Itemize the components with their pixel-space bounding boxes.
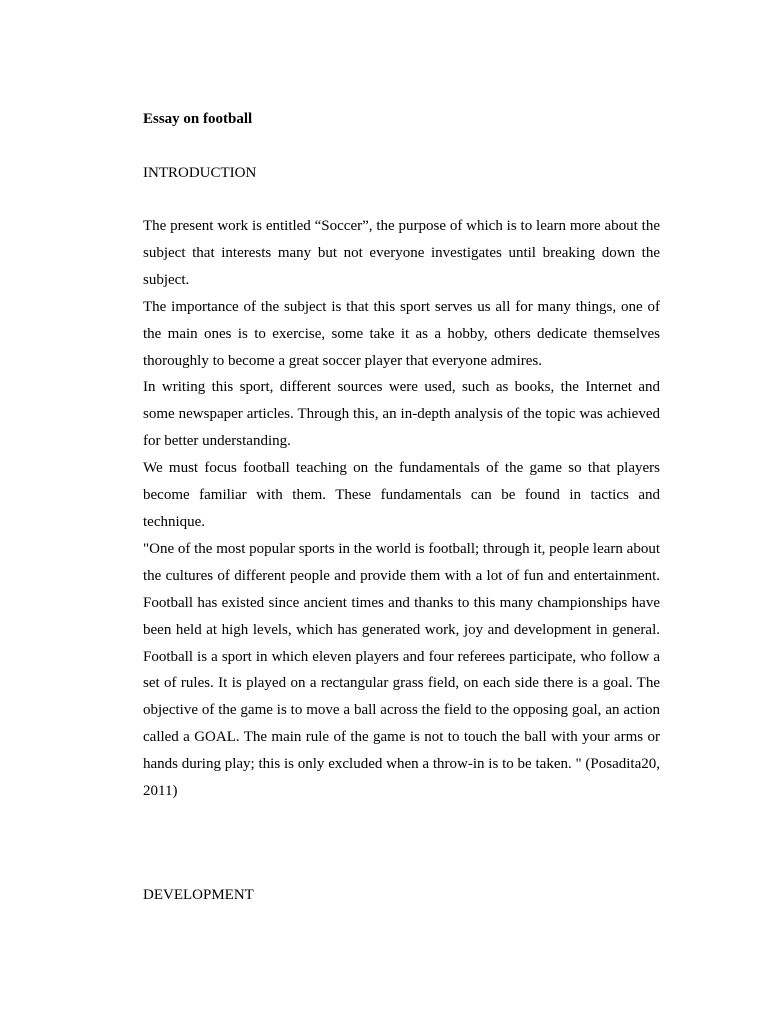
document-title: Essay on football (143, 111, 253, 127)
paragraph: The importance of the subject is that this sport serves us all for many things, one of the main ones is to exercise, some take it as a hobby, others dedicate themselves thoroughly to become a great soccer player that everyone admires. (143, 298, 660, 369)
document-page (143, 0, 660, 1024)
paragraph: We must focus football teaching on the fundamentals of the game so that players become familiar with them. These fundamentals can be found in tactics and technique. (143, 460, 660, 530)
quote-paragraph: "One of the most popular sports in the world is football; through it, people learn about the cultures of different people and provide them with a lot of fun and entertainment. Football has existed since ancient times and thanks to this many championships have been held at high levels, which has generated work, joy and development in general. Football is a sport in which eleven players and four referees participate, who follow a set of rules. It is played on a rectangular grass field, on each side there is a goal. The objective of the game is to move a ball across the field to the opposing goal, an action called a GOAL. The main rule of the game is not to touch the ball with your arms or hands during play; this is only excluded when a throw-in is to be taken. " (Posadita20, 2011) (143, 540, 660, 800)
introduction-body (143, 213, 660, 805)
paragraph: The present work is entitled “Soccer”, the purpose of which is to learn more about the subject that interests many but not everyone investigates until breaking down the subject. (143, 218, 660, 288)
introduction-heading: INTRODUCTION (143, 165, 257, 181)
development-heading: DEVELOPMENT (143, 887, 254, 903)
paragraph: In writing this sport, different sources were used, such as books, the Internet and some newspaper articles. Through this, an in-depth analysis of the topic was achieved for better understanding. (143, 379, 660, 450)
